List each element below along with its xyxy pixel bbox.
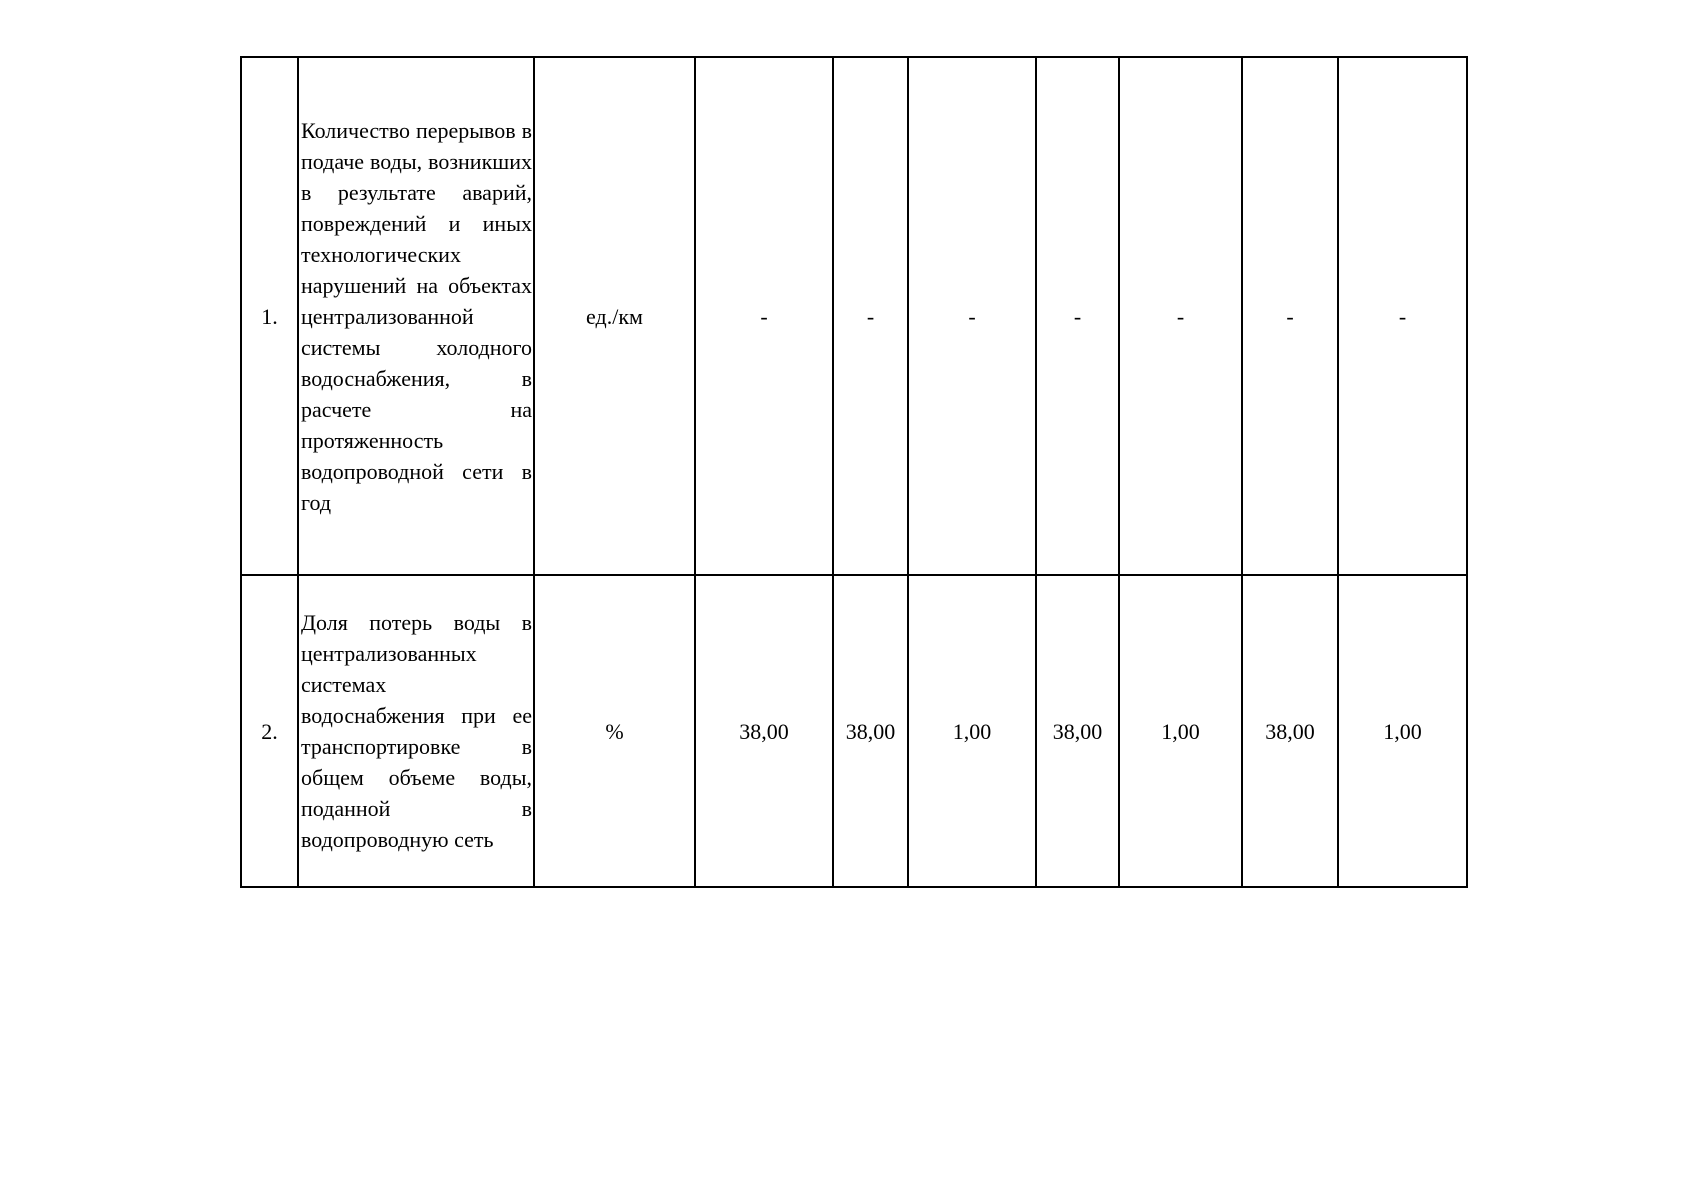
table-row bbox=[241, 57, 1467, 575]
value-cell: 38,00 bbox=[695, 575, 833, 887]
row-number: 1. bbox=[241, 57, 298, 575]
indicators-table bbox=[240, 56, 1468, 888]
value-cell: - bbox=[1036, 57, 1119, 575]
value-cell: 38,00 bbox=[1036, 575, 1119, 887]
value-cell: 1,00 bbox=[1338, 575, 1467, 887]
value-cell: 1,00 bbox=[908, 575, 1036, 887]
indicator-description: Доля потерь воды в централизованных системах водоснабжения при ее транспортировке в общем объеме воды, поданной в водопроводную сеть bbox=[298, 575, 534, 887]
unit-cell: % bbox=[534, 575, 695, 887]
value-cell: 38,00 bbox=[1242, 575, 1338, 887]
value-cell: 1,00 bbox=[1119, 575, 1242, 887]
value-cell: - bbox=[695, 57, 833, 575]
value-cell: - bbox=[908, 57, 1036, 575]
value-cell: - bbox=[1119, 57, 1242, 575]
value-cell: 38,00 bbox=[833, 575, 908, 887]
value-cell: - bbox=[833, 57, 908, 575]
value-cell: - bbox=[1242, 57, 1338, 575]
indicator-description: Количество перерывов в подаче воды, возникших в результате аварий, повреждений и иных технологических нарушений на объектах централизованной системы холодного водоснабжения, в расчете на протяженность водопроводной сети в год bbox=[298, 57, 534, 575]
unit-cell: ед./км bbox=[534, 57, 695, 575]
table-row bbox=[241, 575, 1467, 887]
row-number: 2. bbox=[241, 575, 298, 887]
value-cell: - bbox=[1338, 57, 1467, 575]
